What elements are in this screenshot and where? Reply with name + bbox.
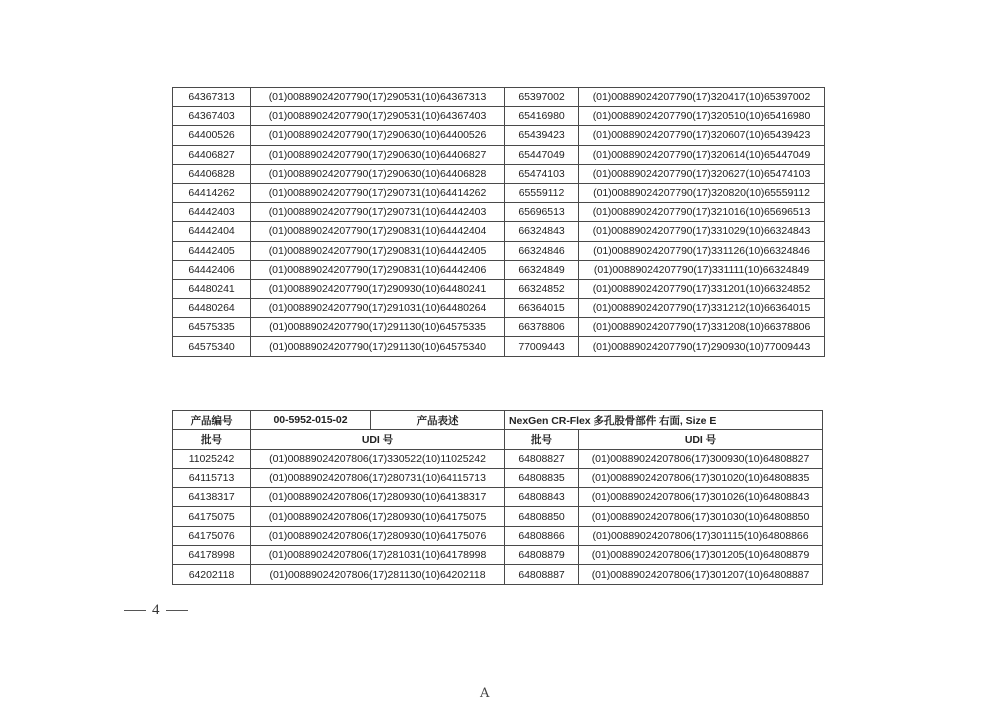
table-row [173,183,825,202]
table-row [173,299,825,318]
dash-left [124,610,146,611]
batch-cell: 66324843 [505,222,579,241]
table-row [173,241,825,260]
batch-cell: 65397002 [505,88,579,107]
udi-table-continued [172,87,825,357]
batch-cell: 64808835 [505,468,579,487]
batch-cell: 65696513 [505,203,579,222]
table-row [173,88,825,107]
udi-cell: (01)00889024207790(17)331126(10)66324846 [579,241,825,260]
product-desc: NexGen CR-Flex 多孔股骨部件 右面, Size E [505,411,823,430]
udi-cell: (01)00889024207806(17)330522(10)11025242 [251,449,505,468]
udi-cell: (01)00889024207790(17)291031(10)64480264 [251,299,505,318]
table-row [173,526,823,545]
table-row [173,449,823,468]
table-row [173,507,823,526]
batch-cell: 65416980 [505,107,579,126]
udi-cell: (01)00889024207790(17)320627(10)65474103 [579,164,825,183]
udi-cell: (01)00889024207790(17)290531(10)64367403 [251,107,505,126]
batch-cell: 64808843 [505,488,579,507]
dash-right [166,610,188,611]
table-row [173,145,825,164]
batch-cell: 66378806 [505,318,579,337]
batch-cell: 64808827 [505,449,579,468]
batch-cell: 64808887 [505,565,579,584]
batch-cell: 64808850 [505,507,579,526]
batch-cell: 64138317 [173,488,251,507]
batch-cell: 66324849 [505,260,579,279]
udi-cell: (01)00889024207790(17)290630(10)64406828 [251,164,505,183]
udi-cell: (01)00889024207806(17)280731(10)64115713 [251,468,505,487]
udi-cell: (01)00889024207790(17)320820(10)65559112 [579,183,825,202]
batch-cell: 64406827 [173,145,251,164]
table-row [173,468,823,487]
product-no: 00-5952-015-02 [251,411,371,430]
table-row [173,279,825,298]
udi-cell: (01)00889024207806(17)301207(10)64808887 [579,565,823,584]
table-row [173,337,825,356]
batch-cell: 64575335 [173,318,251,337]
batch-cell: 64808879 [505,546,579,565]
col-udi-header-2: UDI 号 [579,430,823,449]
table-row [173,546,823,565]
table-row [173,222,825,241]
udi-cell: (01)00889024207790(17)290731(10)64414262 [251,183,505,202]
udi-cell: (01)00889024207790(17)320607(10)65439423 [579,126,825,145]
col-batch-header: 批号 [173,430,251,449]
batch-cell: 64480264 [173,299,251,318]
udi-cell: (01)00889024207790(17)290831(10)64442404 [251,222,505,241]
batch-cell: 66324852 [505,279,579,298]
udi-cell: (01)00889024207806(17)280930(10)64175075 [251,507,505,526]
product-desc-label: 产品表述 [371,411,505,430]
batch-cell: 64442405 [173,241,251,260]
table-row [173,565,823,584]
batch-cell: 64367313 [173,88,251,107]
udi-cell: (01)00889024207790(17)290731(10)64442403 [251,203,505,222]
udi-cell: (01)00889024207790(17)320417(10)65397002 [579,88,825,107]
batch-cell: 65559112 [505,183,579,202]
batch-cell: 64414262 [173,183,251,202]
batch-cell: 65474103 [505,164,579,183]
batch-cell: 66324846 [505,241,579,260]
udi-cell: (01)00889024207806(17)280930(10)64138317 [251,488,505,507]
table-row [173,107,825,126]
udi-cell: (01)00889024207790(17)290630(10)64400526 [251,126,505,145]
udi-cell: (01)00889024207790(17)320510(10)65416980 [579,107,825,126]
batch-cell: 11025242 [173,449,251,468]
udi-cell: (01)00889024207806(17)301026(10)64808843 [579,488,823,507]
udi-cell: (01)00889024207790(17)290831(10)64442405 [251,241,505,260]
udi-cell: (01)00889024207790(17)331212(10)66364015 [579,299,825,318]
udi-cell: (01)00889024207790(17)290930(10)64480241 [251,279,505,298]
batch-cell: 65447049 [505,145,579,164]
batch-cell: 64115713 [173,468,251,487]
udi-table-product [172,410,823,585]
batch-cell: 64406828 [173,164,251,183]
udi-cell: (01)00889024207790(17)331111(10)66324849 [579,260,825,279]
batch-cell: 64442403 [173,203,251,222]
udi-cell: (01)00889024207806(17)281130(10)64202118 [251,565,505,584]
page-number [124,602,188,619]
udi-cell: (01)00889024207806(17)301020(10)64808835 [579,468,823,487]
batch-cell: 65439423 [505,126,579,145]
udi-cell: (01)00889024207790(17)331201(10)66324852 [579,279,825,298]
product-no-label: 产品编号 [173,411,251,430]
batch-cell: 66364015 [505,299,579,318]
udi-cell: (01)00889024207806(17)301115(10)64808866 [579,526,823,545]
udi-cell: (01)00889024207790(17)321016(10)65696513 [579,203,825,222]
product-info-row [173,411,823,430]
udi-cell: (01)00889024207790(17)331029(10)66324843 [579,222,825,241]
udi-cell: (01)00889024207790(17)320614(10)65447049 [579,145,825,164]
batch-cell: 77009443 [505,337,579,356]
page-number-value: 4 [152,602,160,618]
batch-cell: 64442406 [173,260,251,279]
udi-cell: (01)00889024207790(17)290930(10)77009443 [579,337,825,356]
table-row [173,488,823,507]
col-udi-header: UDI 号 [251,430,505,449]
batch-cell: 64442404 [173,222,251,241]
batch-cell: 64202118 [173,565,251,584]
table-row [173,260,825,279]
batch-cell: 64175076 [173,526,251,545]
batch-cell: 64367403 [173,107,251,126]
table-row [173,318,825,337]
udi-cell: (01)00889024207790(17)290531(10)64367313 [251,88,505,107]
udi-cell: (01)00889024207790(17)290630(10)64406827 [251,145,505,164]
batch-cell: 64808866 [505,526,579,545]
udi-cell: (01)00889024207806(17)301030(10)64808850 [579,507,823,526]
batch-cell: 64575340 [173,337,251,356]
table-row [173,126,825,145]
column-header-row [173,430,823,449]
udi-cell: (01)00889024207790(17)291130(10)64575335 [251,318,505,337]
table-row [173,203,825,222]
udi-cell: (01)00889024207790(17)290831(10)64442406 [251,260,505,279]
batch-cell: 64175075 [173,507,251,526]
footer-mark: A [480,686,490,701]
batch-cell: 64480241 [173,279,251,298]
udi-cell: (01)00889024207790(17)291130(10)64575340 [251,337,505,356]
batch-cell: 64400526 [173,126,251,145]
col-batch-header-2: 批号 [505,430,579,449]
table-row [173,164,825,183]
udi-cell: (01)00889024207806(17)300930(10)64808827 [579,449,823,468]
udi-cell: (01)00889024207806(17)301205(10)64808879 [579,546,823,565]
udi-cell: (01)00889024207806(17)281031(10)64178998 [251,546,505,565]
udi-cell: (01)00889024207790(17)331208(10)66378806 [579,318,825,337]
udi-cell: (01)00889024207806(17)280930(10)64175076 [251,526,505,545]
batch-cell: 64178998 [173,546,251,565]
